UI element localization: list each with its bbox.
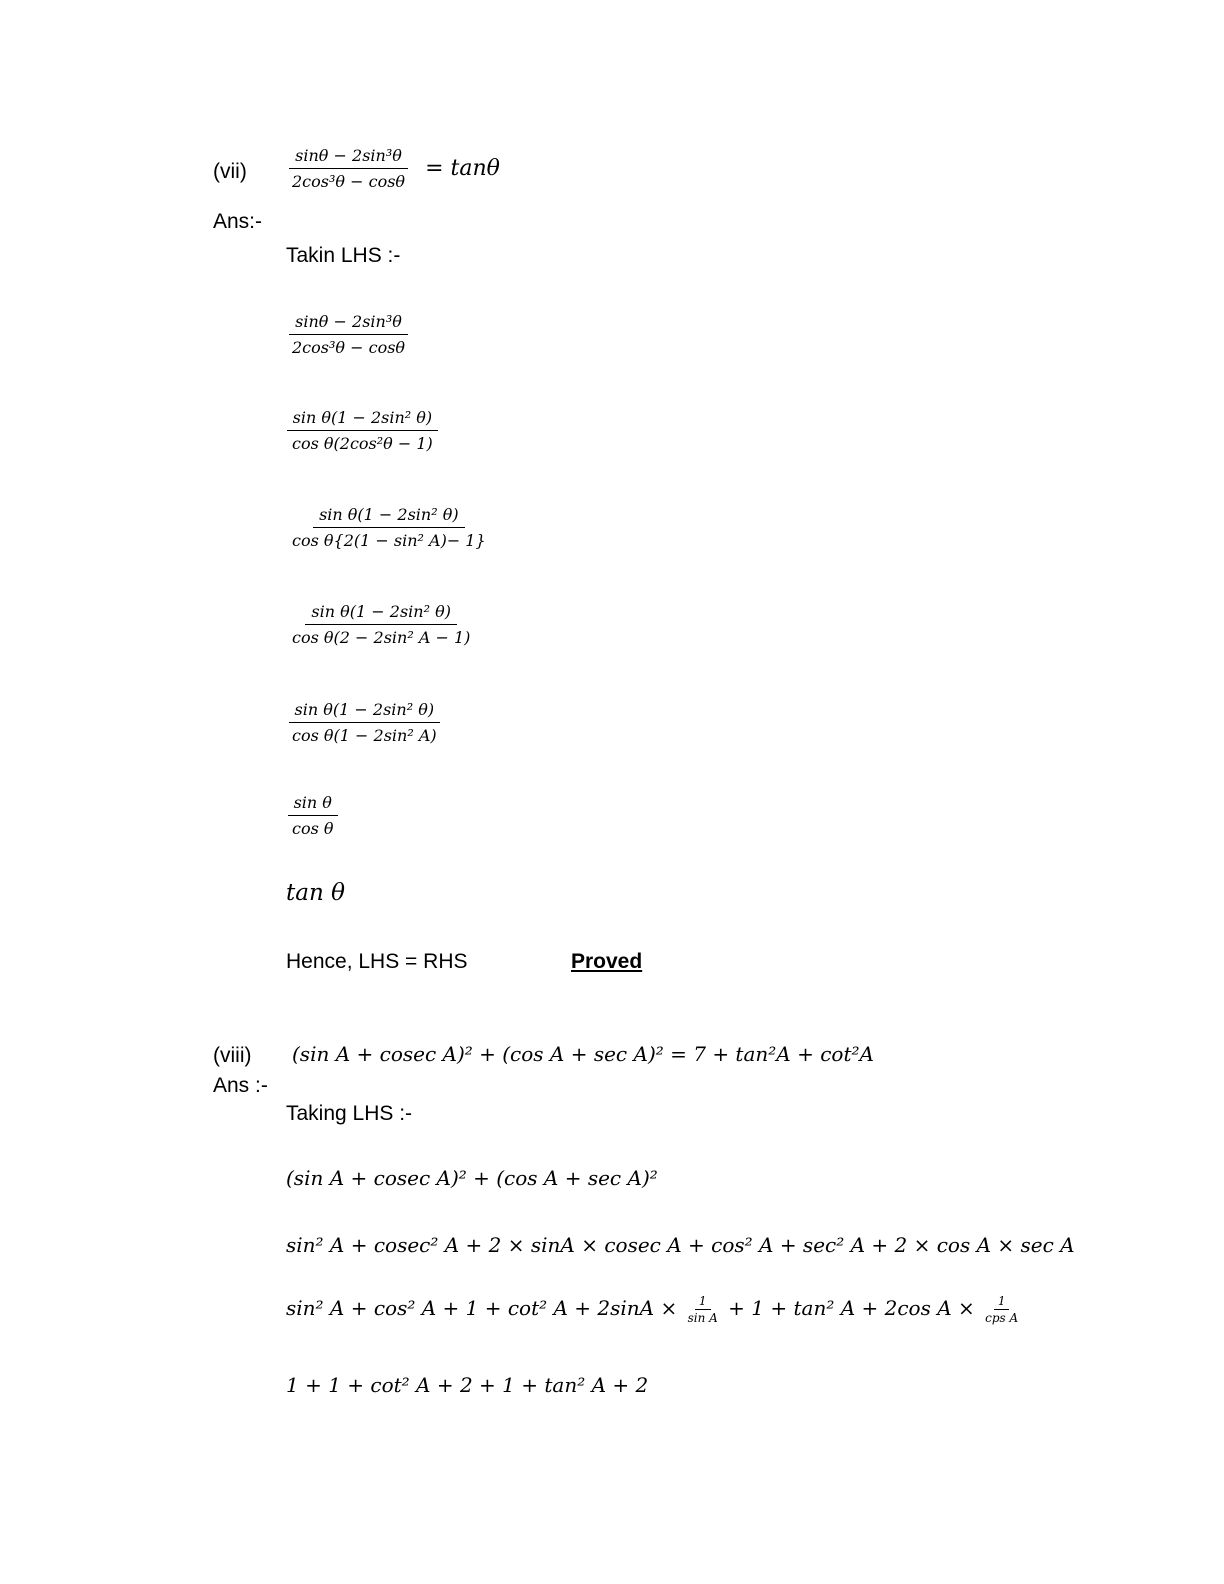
taking-lhs-vii: Takin LHS :- (286, 244, 401, 267)
step-5 (286, 700, 443, 745)
step-3 (286, 505, 492, 550)
question-vii-rhs: = tanθ (425, 156, 500, 181)
fraction-denominator: 2cos³θ − cosθ (292, 172, 406, 191)
viii-line-2: sin² A + cosec² A + 2 × sinA × cosec A + cos² A + sec² A + 2 × cos A × sec A (286, 1233, 1075, 1257)
step-2 (286, 408, 439, 453)
step-numerator: sin θ(1 − 2sin² θ) (305, 602, 457, 625)
step-numerator: sin θ(1 − 2sin² θ) (289, 700, 441, 723)
line3-part1: sin² A + cos² A + 1 + cot² A + 2sinA × (286, 1296, 678, 1320)
step-denominator: cos θ (292, 819, 334, 838)
step-6 (286, 793, 340, 838)
step-denominator: 2cos³θ − cosθ (292, 338, 406, 357)
fraction-denominator: sin A (687, 1311, 718, 1325)
step-denominator: cos θ(1 − 2sin² A) (292, 726, 437, 745)
answer-label-vii: Ans:- (213, 210, 263, 233)
viii-line-1: (sin A + cosec A)² + (cos A + sec A)² (286, 1166, 658, 1190)
taking-lhs-viii: Taking LHS :- (286, 1102, 413, 1125)
question-label-vii: (vii) (213, 160, 247, 183)
fraction-denominator: cps A (985, 1311, 1019, 1325)
question-vii-equation (286, 146, 500, 191)
fraction-numerator: 1 (695, 1294, 711, 1310)
conclusion-text: Hence, LHS = RHS (286, 950, 468, 973)
fraction-numerator: sinθ − 2sin³θ (289, 146, 408, 169)
viii-line-4: 1 + 1 + cot² A + 2 + 1 + tan² A + 2 (286, 1373, 649, 1397)
step-4 (286, 602, 476, 647)
step-denominator: cos θ(2cos²θ − 1) (292, 434, 433, 453)
question-viii-equation: (sin A + cosec A)² + (cos A + sec A)² = 7 + tan²A + cot²A (292, 1042, 874, 1066)
step-1 (286, 312, 411, 357)
question-vii-fraction (286, 146, 411, 191)
fraction-numerator: 1 (994, 1294, 1010, 1310)
line3-part2: + 1 + tan² A + 2cos A × (728, 1296, 975, 1320)
question-label-viii: (viii) (213, 1044, 252, 1067)
step-denominator: cos θ(2 − 2sin² A − 1) (292, 628, 471, 647)
answer-label-viii: Ans :- (213, 1074, 268, 1097)
step-numerator: sin θ(1 − 2sin² θ) (313, 505, 465, 528)
step-numerator: sinθ − 2sin³θ (289, 312, 408, 335)
step-numerator: sin θ(1 − 2sin² θ) (287, 408, 439, 431)
proved-label: Proved (571, 950, 643, 973)
result-tan: tan θ (286, 880, 345, 906)
step-denominator: cos θ{2(1 − sin² A)− 1} (292, 531, 486, 550)
step-numerator: sin θ (288, 793, 338, 816)
viii-line-3 (286, 1294, 1022, 1325)
